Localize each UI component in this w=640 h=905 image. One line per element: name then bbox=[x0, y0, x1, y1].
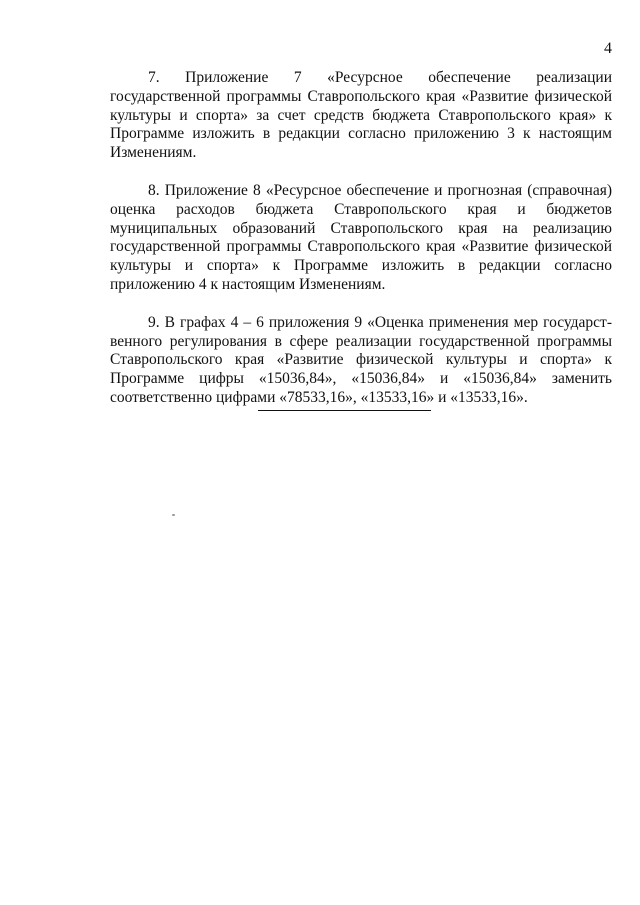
paragraph-item-7: 7. Приложение 7 «Ресурсное обеспечение реализации государственной программы Ставропольского края «Развитие физической культуры и спорта» за счет средств бюджета Ставропольского края» к Программе изложить в редакции согласно приложению 3 к настоящим Изменениям. bbox=[110, 69, 612, 162]
paragraph-item-8: 8. Приложение 8 «Ресурсное обеспечение и прогнозная (справочная) оценка расходов бюджета Ставропольского края и бюджетов муниципальных образований Ставропольского края на реализацию государственной программы Ставропольского края «Развитие физической культуры и спорта» к Программе изложить в редакции согласно приложению 4 к настоящим Изменениям. bbox=[110, 181, 612, 293]
end-separator-line bbox=[258, 410, 431, 411]
scan-speck bbox=[172, 514, 175, 516]
document-body bbox=[110, 69, 612, 427]
paragraph-item-9: 9. В графах 4 – 6 приложения 9 «Оценка применения мер государственного регулирования в сфере реализации государственной программы Ставропольского края «Развитие физической культуры и спорта» к Программе цифры «15036,84», «15036,84» и «15036,84» заменить соответственно цифрами «78533,16», «13533,16» и «13533,16». bbox=[110, 313, 612, 406]
page-number: 4 bbox=[604, 40, 612, 57]
